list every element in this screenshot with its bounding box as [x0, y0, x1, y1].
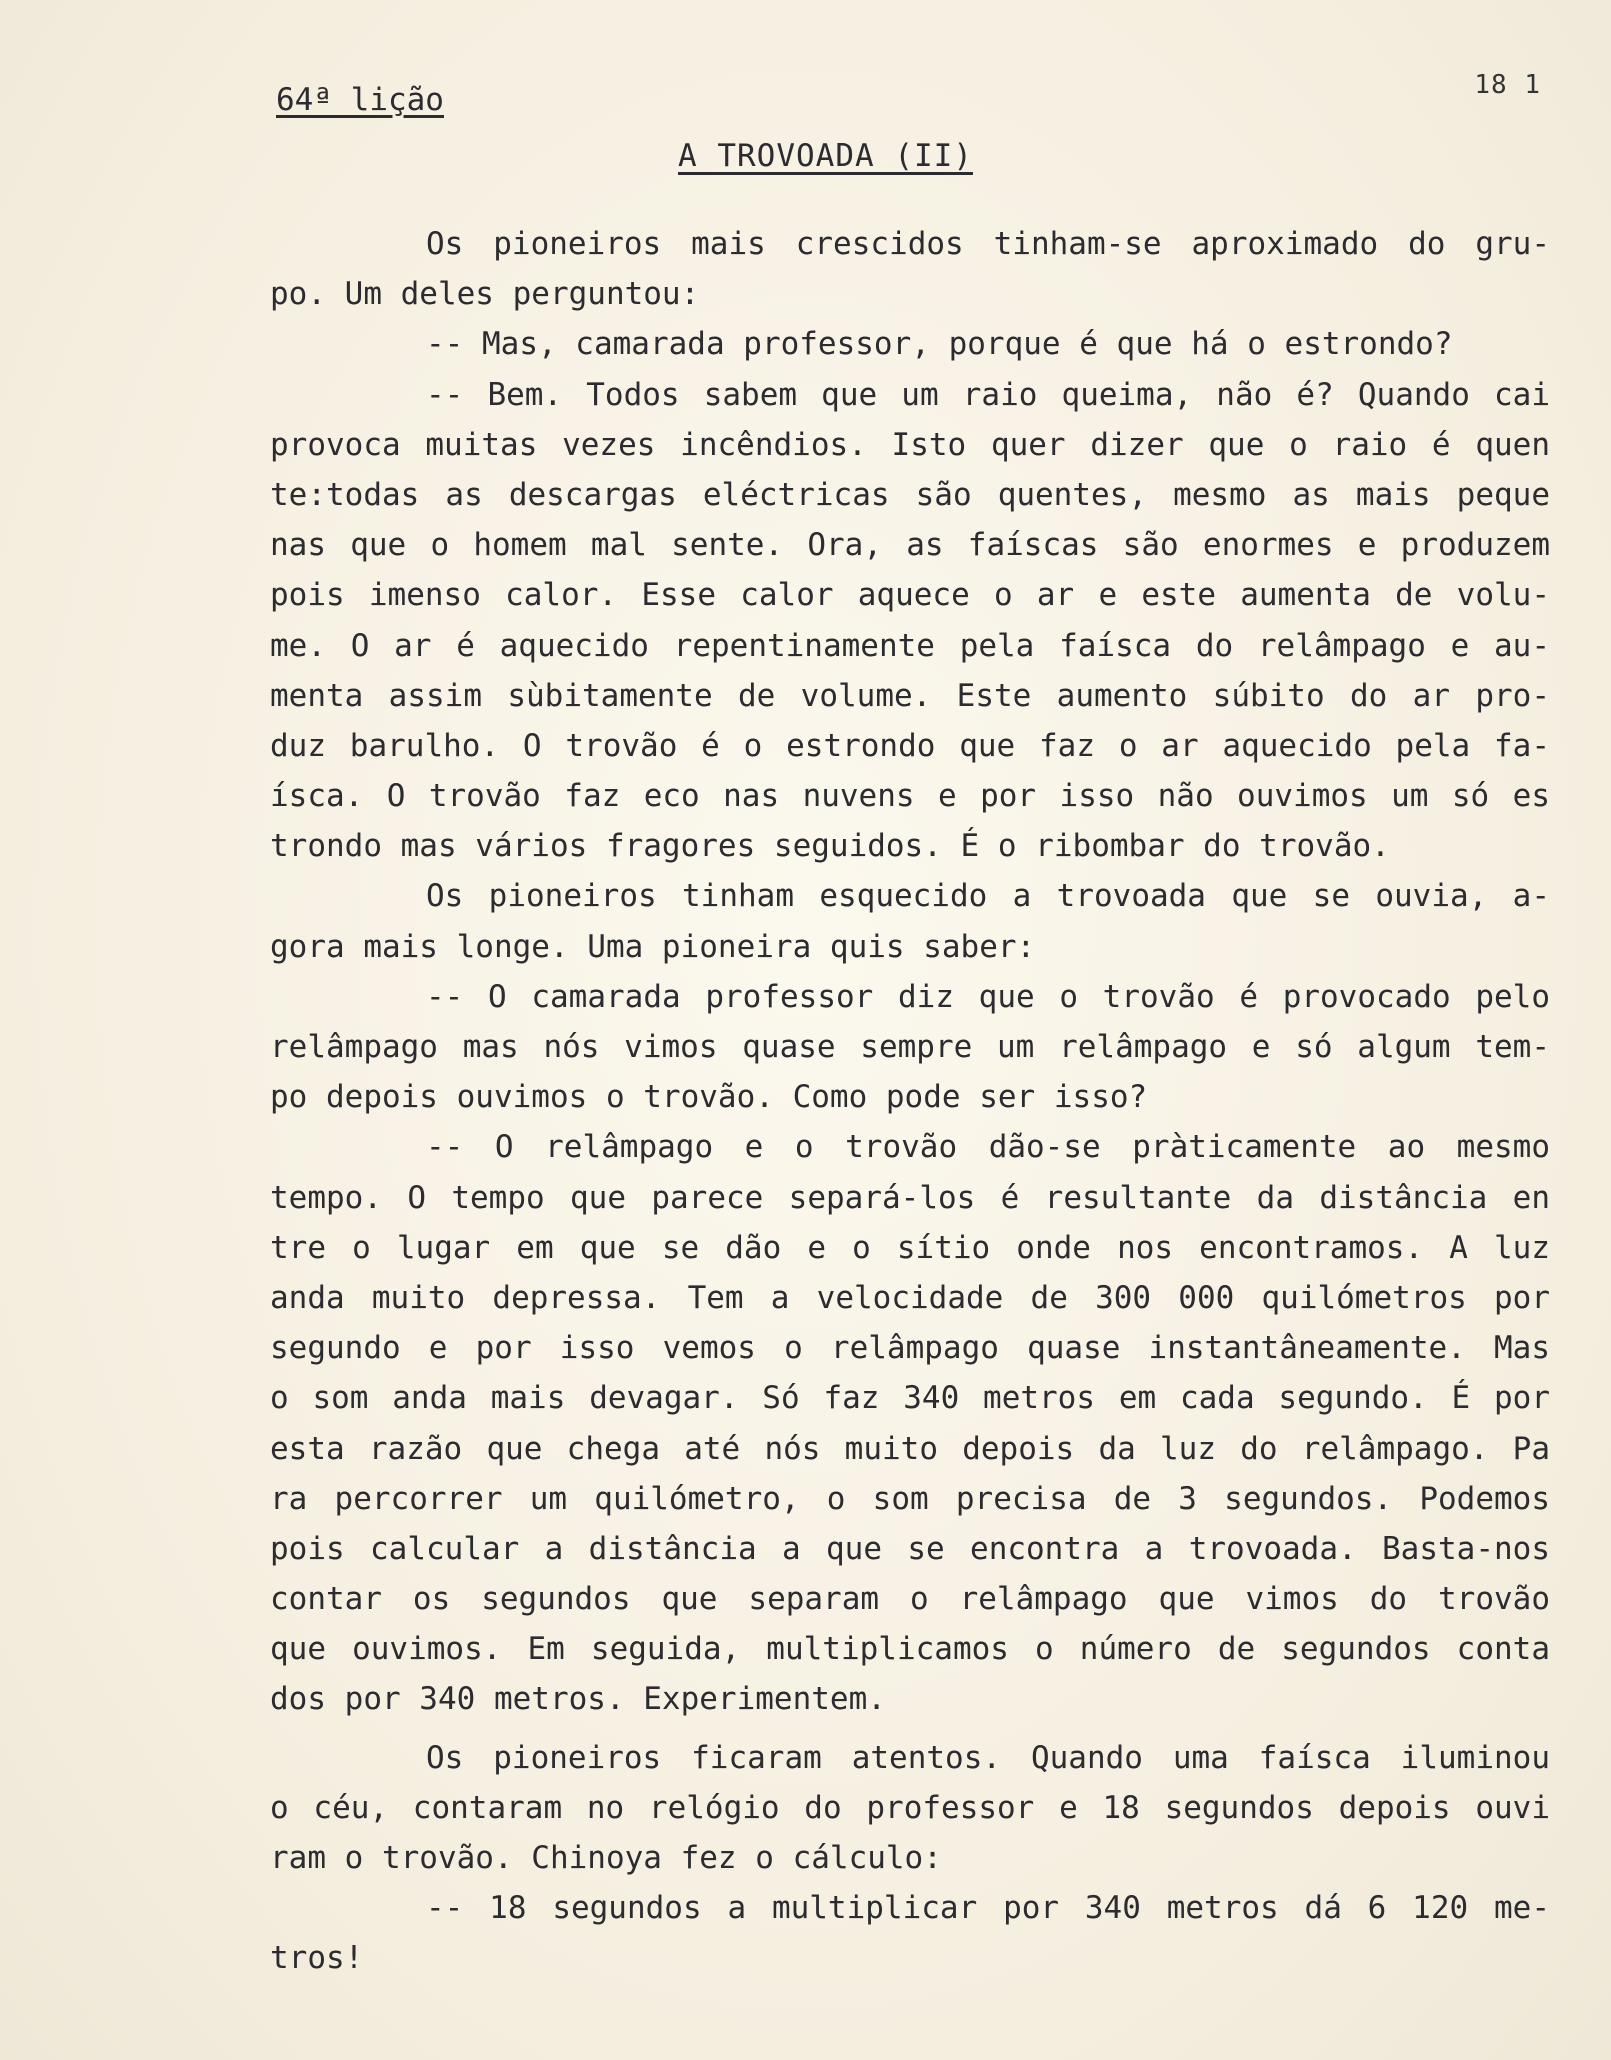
text-line: relâmpago mas nós vimos quase sempre um relâmpago e só algum tem- [270, 1029, 1550, 1065]
text-line: gora mais longe. Uma pioneira quis saber: [270, 928, 1036, 965]
text-line: Os pioneiros ficaram atentos. Quando uma faísca iluminou [426, 1739, 1550, 1776]
text-line: -- O relâmpago e o trovão dão-se pràticamente ao mesmo [426, 1129, 1550, 1166]
text-line: tre o lugar em que se dão e o sítio onde nos encontramos. A luz [270, 1229, 1550, 1266]
text-line: pois calcular a distância a que se encontra a trovoada. Basta-nos [270, 1530, 1550, 1567]
text-line: tempo. O tempo que parece separá-los é resultante da distância en [270, 1179, 1550, 1216]
text-line: esta razão que chega até nós muito depois da luz do relâmpago. Pa [270, 1430, 1550, 1467]
text-line: po depois ouvimos o trovão. Como pode ser isso? [270, 1079, 1148, 1116]
text-line: segundo e por isso vemos o relâmpago quase instantâneamente. Mas [270, 1330, 1550, 1367]
text-line: -- 18 segundos a multiplicar por 340 metros dá 6 120 me- [426, 1890, 1550, 1927]
text-line: menta assim sùbitamente de volume. Este aumento súbito do ar pro- [270, 677, 1550, 714]
text-line: trondo mas vários fragores seguidos. É o ribombar do trovão. [270, 828, 1390, 865]
text-line: contar os segundos que separam o relâmpago que vimos do trovão [270, 1581, 1550, 1618]
text-line: pois imenso calor. Esse calor aquece o ar e este aumenta de volu- [270, 577, 1550, 614]
text-line: dos por 340 metros. Experimentem. [270, 1681, 886, 1718]
text-line: nas que o homem mal sente. Ora, as faíscas são enormes e produzem [270, 527, 1550, 564]
text-line: o céu, contaram no relógio do professor e 18 segundos depois ouvi [270, 1789, 1550, 1826]
lesson-label: 64ª lição [276, 82, 444, 118]
text-line: que ouvimos. Em seguida, multiplicamos o número de segundos conta [270, 1631, 1550, 1668]
text-line: anda muito depressa. Tem a velocidade de 300 000 quilómetros por [270, 1279, 1550, 1316]
body-text [270, 219, 1550, 1984]
text-line: Os pioneiros mais crescidos tinham-se aproximado do gru- [426, 226, 1550, 262]
text-line: ra percorrer um quilómetro, o som precisa de 3 segundos. Podemos [270, 1480, 1550, 1517]
text-line: -- O camarada professor diz que o trovão é provocado pelo [426, 978, 1550, 1015]
text-line: -- Bem. Todos sabem que um raio queima, não é? Quando cai [426, 376, 1550, 413]
text-line: Os pioneiros tinham esquecido a trovoada que se ouvia, a- [426, 878, 1550, 915]
document-title: A TROVOADA (II) [678, 138, 973, 174]
text-line: tros! [270, 1940, 364, 1977]
document-title-wrapper [0, 138, 1611, 174]
text-line: ram o trovão. Chinoya fez o cálculo: [270, 1840, 942, 1876]
text-line: te:todas as descargas eléctricas são quentes, mesmo as mais peque [270, 476, 1550, 513]
text-line: -- Mas, camarada professor, porque é que há o estrondo? [426, 326, 1453, 363]
text-line: duz barulho. O trovão é o estrondo que faz o ar aquecido pela fa- [270, 727, 1550, 764]
text-line: provoca muitas vezes incêndios. Isto quer dizer que o raio é quen [270, 426, 1550, 463]
text-line: ísca. O trovão faz eco nas nuvens e por isso não ouvimos um só es [270, 778, 1550, 815]
text-line: po. Um deles perguntou: [270, 276, 700, 313]
text-line: o som anda mais devagar. Só faz 340 metros em cada segundo. É por [270, 1380, 1550, 1417]
text-line: me. O ar é aquecido repentinamente pela faísca do relâmpago e au- [270, 627, 1550, 664]
page-number: 18 1 [1474, 70, 1541, 100]
